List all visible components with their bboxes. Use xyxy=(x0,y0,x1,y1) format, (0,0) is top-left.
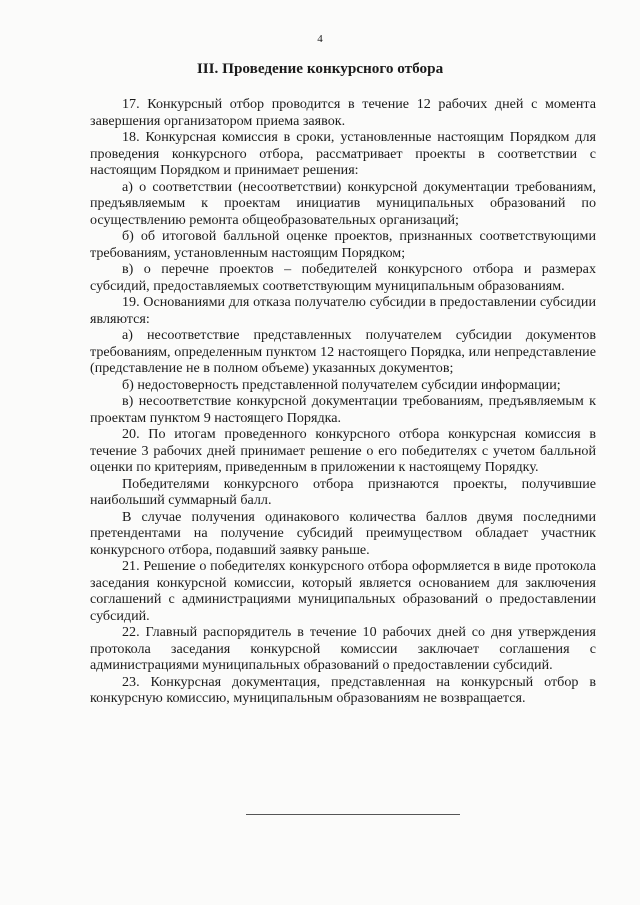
paragraph-19-v: в) несоответствие конкурсной документации требованиям, предъявляемым к проектам пунктом 9 настоящего Порядка. xyxy=(90,393,596,426)
paragraph-20: 20. По итогам проведенного конкурсного отбора конкурсная комиссия в течение 3 рабочих дней принимает решение о его победителях с учетом балльной оценки по критериям, приведенным в приложении к настоящему Порядку. xyxy=(90,426,596,475)
paragraph-19-b: б) недостоверность представленной получателем субсидии информации; xyxy=(122,376,561,393)
document-body xyxy=(90,96,596,707)
paragraph-19-a: а) несоответствие представленных получателем субсидии документов требованиям, определенным пунктом 12 настоящего Порядка, или непредставление (представление не в полном объеме) указанных документов; xyxy=(90,327,596,376)
paragraph-22: 22. Главный распорядитель в течение 10 рабочих дней со дня утверждения протокола заседания конкурсной комиссии заключает соглашения с администрациями муниципальных образований о предоставлении субсидий. xyxy=(90,624,596,673)
paragraph-17: 17. Конкурсный отбор проводится в течение 12 рабочих дней с момента завершения организатором приема заявок. xyxy=(90,96,596,129)
paragraph-18-v: в) о перечне проектов – победителей конкурсного отбора и размерах субсидий, предоставляемых соответствующим муниципальным образованиям. xyxy=(90,261,596,294)
paragraph-18-a: а) о соответствии (несоответствии) конкурсной документации требованиям, предъявляемым к проектам инициатив муниципальных образований по осуществлению ремонта общеобразовательных организаций; xyxy=(90,178,596,228)
paragraph-18: 18. Конкурсная комиссия в сроки, установленные настоящим Порядком для проведения конкурсного отбора, рассматривает проекты в соответствии с настоящим Порядком и принимает решения: xyxy=(90,129,596,178)
paragraph-19: 19. Основаниями для отказа получателю субсидии в предоставлении субсидии являются: xyxy=(90,294,596,327)
section-title: III. Проведение конкурсного отбора xyxy=(196,60,444,77)
page-number: 4 xyxy=(317,33,323,45)
paragraph-23: 23. Конкурсная документация, представленная на конкурсный отбор в конкурсную комиссию, муниципальным образованиям не возвращается. xyxy=(90,673,596,706)
paragraph-21: 21. Решение о победителях конкурсного отбора оформляется в виде протокола заседания конкурсной комиссии, который является основанием для заключения соглашений с администрациями муниципальных образований о предоставлении субсидий. xyxy=(90,558,596,624)
paragraph-20-tie: В случае получения одинакового количества баллов двумя последними претендентами на получение субсидий преимуществом обладает участник конкурсного отбора, подавший заявку раньше. xyxy=(90,508,596,558)
closing-divider-line xyxy=(246,814,460,815)
paragraph-18-b: б) об итоговой балльной оценке проектов, признанных соответствующими требованиям, установленным настоящим Порядком; xyxy=(90,228,596,261)
paragraph-20-winners: Победителями конкурсного отбора признаются проекты, получившие наибольший суммарный балл. xyxy=(90,475,596,508)
